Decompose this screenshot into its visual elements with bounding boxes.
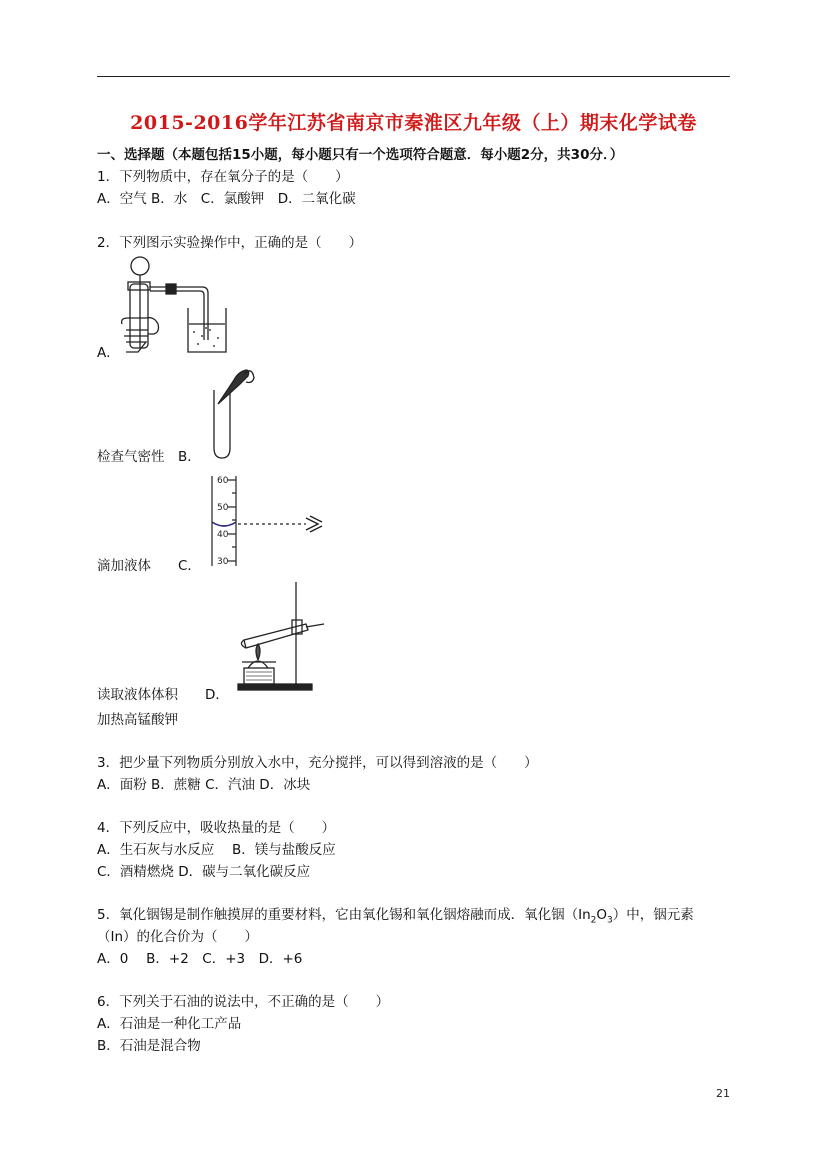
q2-caption-c-label-d: 读取液体体积 D． [97, 687, 229, 703]
q5-options: A．0 B．+2 C．+3 D．+6 [97, 951, 303, 967]
q2-caption-b-label-c: 滴加液体 C． [97, 558, 201, 574]
q2-stem: 2．下列图示实验操作中，正确的是（ ） [97, 235, 363, 251]
q6-option-b: B．石油是混合物 [97, 1038, 201, 1054]
cylinder-tick-50: 50 [217, 503, 229, 513]
dropper-figure [204, 364, 260, 460]
q5-stem-line2: （In）的化合价为（ ） [97, 929, 259, 945]
page-number: 21 [716, 1087, 730, 1100]
q2-caption-a-label-b: 检查气密性 B． [97, 449, 201, 465]
q6-option-a: A．石油是一种化工产品 [97, 1016, 242, 1032]
header-rule [97, 76, 730, 77]
q6-stem: 6．下列关于石油的说法中，不正确的是（ ） [97, 994, 390, 1010]
q3-stem: 3．把少量下列物质分别放入水中，充分搅拌，可以得到溶液的是（ ） [97, 755, 538, 771]
q4-stem: 4．下列反应中，吸收热量的是（ ） [97, 820, 336, 836]
heating-apparatus-figure [236, 580, 336, 692]
airtightness-check-figure [118, 252, 236, 358]
cylinder-tick-60: 60 [217, 476, 229, 486]
q2-caption-d: 加热高锰酸钾 [97, 712, 178, 728]
q1-options: A．空气 B．水 C．氯酸钾 D．二氧化碳 [97, 191, 356, 207]
cylinder-tick-40: 40 [217, 530, 229, 540]
q3-options: A．面粉 B．蔗糖 C．汽油 D．冰块 [97, 777, 311, 793]
q5-stem-line1: 5．氧化铟锡是制作触摸屏的重要材料，它由氧化锡和氧化铟熔融而成．氧化铟$(In_2O_3)$中，铟元素 [97, 907, 694, 926]
cylinder-tick-30: 30 [217, 557, 229, 567]
q2-option-a-label: A． [97, 345, 120, 361]
q4-options-line2: C．酒精燃烧 D．碳与二氧化碳反应 [97, 864, 311, 880]
q1-stem: 1．下列物质中，存在氧分子的是（ ） [97, 169, 349, 185]
q4-options-line1: A．生石灰与水反应 B．镁与盐酸反应 [97, 842, 336, 858]
exam-title: 2015-2016学年江苏省南京市秦淮区九年级（上）期末化学试卷 [130, 112, 697, 134]
graduated-cylinder-figure [206, 472, 336, 570]
section-heading: 一、选择题（本题包括15小题，每小题只有一个选项符合题意．每小题2分，共30分．） [97, 147, 624, 163]
